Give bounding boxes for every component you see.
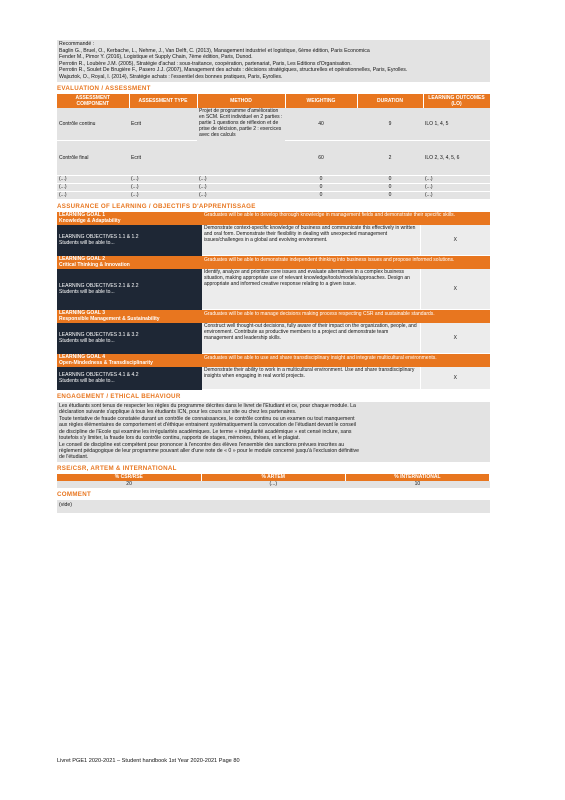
goal-row	[57, 310, 490, 323]
rse-table	[57, 474, 490, 488]
cell-weighting: 0	[285, 183, 357, 191]
value-international: 10	[345, 481, 489, 488]
goal-description: Graduates will be able to demonstrate independent thinking into business issues and propose informed solutions.	[202, 256, 490, 269]
objective-mark: X	[420, 367, 490, 390]
reference-line: Baglin G., Bruel, O., Kerbache, L., Nehme, J., Van Delft, C. (2013), Management industriel et logistique, 6ème édition, Paris Economica	[59, 47, 370, 54]
engagement-line: de discipline de l'Ecole qui examine les irrégularités académiques. Le terme « irrégularité académique » est censé inclure, sans	[59, 428, 352, 435]
goal-label: LEARNING GOAL 2 Critical Thinking & Innovation	[57, 256, 202, 269]
cell-method: Projet de programme d'amélioration en SCM. Ecrit individuel en 2 parties : partie 1 questions de réflexion et de prise de décision, partie 2 : exercices avec des calculs	[197, 108, 285, 176]
cell-duration: 2	[357, 140, 423, 175]
cell-weighting: 0	[285, 191, 357, 199]
cell-component: (...)	[57, 191, 129, 199]
objective-row	[57, 225, 490, 256]
evaluation-title: EVALUATION / ASSESSMENT	[57, 84, 151, 92]
objective-description: Identify, analyze and prioritize core issues and evaluate alternatives in a complex business situation, making appropriate use of relevant knowledge/tools/models/approaches. Design an appropriate and informed creative response relating to a given issue.	[202, 269, 420, 310]
objective-description: Construct well thought-out decisions, fully aware of their impact on the organization, people, and environment. Contribute as productive members to a project and demonstrate team management and leadership skills.	[202, 323, 420, 354]
cell-lo: (...)	[423, 183, 490, 191]
goal-row	[57, 256, 490, 269]
cell-lo: (...)	[423, 175, 490, 183]
goal-label: LEARNING GOAL 4 Open-Mindedness & Transdisciplinarity	[57, 354, 202, 367]
value-artem: (...)	[201, 481, 345, 488]
cell-type: Ecrit	[129, 108, 197, 141]
cell-weighting: 0	[285, 175, 357, 183]
objective-row	[57, 269, 490, 310]
page-content	[57, 40, 490, 513]
header-method: METHOD	[197, 94, 285, 108]
objective-description: Demonstrate context-specific knowledge of business and communicate this effectively in written and oral form. Demonstrate their flexibility in dealing with unexpected management issues/challenges in a global and evolving environment.	[202, 225, 420, 256]
cell-method: (...)	[197, 175, 285, 183]
value-csr: 20	[57, 481, 201, 488]
cell-weighting: 40	[285, 108, 357, 141]
header-artem: % ARTEM	[201, 474, 345, 481]
engagement-line: déclaration suivante s'applique à tous les étudiants ICN, pour les cours sur site ou chez les partenaires.	[59, 409, 297, 416]
header-lo: LEARNING OUTCOMES (LO)	[423, 94, 490, 108]
objective-mark: X	[420, 323, 490, 354]
cell-type: (...)	[129, 183, 197, 191]
objective-row	[57, 323, 490, 354]
objective-label: LEARNING OBJECTIVES 1.1 & 1.2 Students will be able to...	[57, 225, 202, 256]
references-heading: Recommandé :	[59, 41, 95, 47]
cell-lo: ILO 1, 4, 5	[423, 108, 490, 141]
engagement-line: de l'étudiant.	[59, 454, 89, 461]
cell-type: (...)	[129, 175, 197, 183]
reference-line: Perrotin R., Loubère J.M. (2005), Stratégie d'achat : sous-traitance, coopération, partenariat, Paris, Les Editions d'Organisation.	[59, 60, 352, 67]
engagement-line: toutefois s'y limiter, la fraude lors du contrôle continu, rapports de stages, mémoires, thèses, et le plagiat.	[59, 435, 300, 442]
goal-description: Graduates will be able to use and share transdisciplinary insight and integrate multicultural environments.	[202, 354, 490, 367]
engagement-title: ENGAGEMENT / ETHICAL BEHAVIOUR	[57, 393, 181, 401]
reference-line: Wajsztok, O., Royal, I. (2014), Stratégie achats : l'essentiel des bonnes pratiques, Paris, Eyrolles.	[59, 73, 283, 80]
objective-description: Demonstrate their ability to work in a multicultural environment. Use and share transdisciplinary insights when engaging in real world projects.	[202, 367, 420, 390]
objective-row	[57, 367, 490, 390]
engagement-line: aux règles élémentaires de comportement et d'éthique entrainent systématiquement la convocation de l'étudiant devant le conseil	[59, 422, 356, 429]
reference-line: Perrotin R., Soulet De Brugière F., Pasero J.J. (2007), Management des achats : décisions stratégiques, structurelles et opérationnelles, Paris, Eyrolles.	[59, 67, 408, 74]
cell-method: (...)	[197, 183, 285, 191]
cell-component: (...)	[57, 175, 129, 183]
header-type: ASSESSMENT TYPE	[129, 94, 197, 108]
assurance-table	[57, 212, 490, 391]
cell-duration: 0	[357, 175, 423, 183]
engagement-line: règlement pédagogique de leur programme pouvant aller d'une note de « 0 » pour le module concerné jusqu'à l'exclusion définitive	[59, 447, 360, 454]
cell-method: (...)	[197, 191, 285, 199]
engagement-text	[57, 402, 490, 462]
cell-duration: 9	[357, 108, 423, 141]
goal-label: LEARNING GOAL 1 Knowledge & Adaptability	[57, 212, 202, 225]
cell-lo: ILO 2, 3, 4, 5, 6	[423, 140, 490, 175]
cell-duration: 0	[357, 191, 423, 199]
objective-label: LEARNING OBJECTIVES 2.1 & 2.2 Students will be able to...	[57, 269, 202, 310]
cell-lo: (...)	[423, 191, 490, 199]
comment-title: COMMENT	[57, 490, 92, 498]
assurance-title: ASSURANCE OF LEARNING / OBJECTIFS D'APPRENTISSAGE	[57, 202, 256, 210]
goal-description: Graduates will be able to develop thorough knowledge in management fields and demonstrate their specific skills.	[202, 212, 490, 225]
cell-duration: 0	[357, 183, 423, 191]
table-row	[57, 175, 490, 183]
reference-line: Fender M., Pimor Y. (2016), Logistique et Supply Chain, 7ème édition, Paris, Dunod.	[59, 54, 253, 61]
goal-row	[57, 354, 490, 367]
objective-label: LEARNING OBJECTIVES 4.1 & 4.2 Students will be able to...	[57, 367, 202, 390]
cell-type: Ecrit	[129, 140, 197, 175]
header-international: % INTERNATIONAL	[345, 474, 489, 481]
table-row	[57, 108, 490, 141]
goal-description: Graduates will be able to manage decisions making process respecting CSR and sustainable standards.	[202, 310, 490, 323]
comment-value: (vide)	[57, 500, 490, 513]
cell-type: (...)	[129, 191, 197, 199]
objective-mark: X	[420, 225, 490, 256]
engagement-line: Les étudiants sont tenus de respecter les règles du programme décrites dans le livret de l'Etudiant et ce, pour chaque module. La	[59, 403, 356, 410]
header-component: ASSESSMENT COMPONENT	[57, 94, 129, 108]
cell-component: (...)	[57, 183, 129, 191]
objective-label: LEARNING OBJECTIVES 3.1 & 3.2 Students will be able to...	[57, 323, 202, 354]
rse-title: RSE/CSR, ARTEM & INTERNATIONAL	[57, 464, 177, 472]
cell-component: Contrôle final	[57, 140, 129, 175]
header-weighting: WEIGHTING	[285, 94, 357, 108]
page-footer: Livret PGE1 2020-2021 – Student handbook 1st Year 2020-2021 Page 80	[57, 758, 240, 764]
table-row	[57, 183, 490, 191]
goal-row	[57, 212, 490, 225]
header-csr: % CSR/RSE	[57, 474, 201, 481]
evaluation-table	[57, 94, 491, 200]
header-duration: DURATION	[357, 94, 423, 108]
goal-label: LEARNING GOAL 3 Responsible Management & Sustainability	[57, 310, 202, 323]
table-row	[57, 191, 490, 199]
objective-mark: X	[420, 269, 490, 310]
cell-component: Contrôle continu	[57, 108, 129, 141]
cell-weighting: 60	[285, 140, 357, 175]
engagement-line: Le conseil de discipline est compétent pour prononcer à l'encontre des élèves l'ensemble des sanctions prévues inscrites au	[59, 441, 345, 448]
engagement-line: Toute tentative de fraude constatée durant un contrôle de connaissances, le contrôle continu ou un examen ou tout manquement	[59, 415, 355, 422]
references-block	[57, 40, 490, 82]
